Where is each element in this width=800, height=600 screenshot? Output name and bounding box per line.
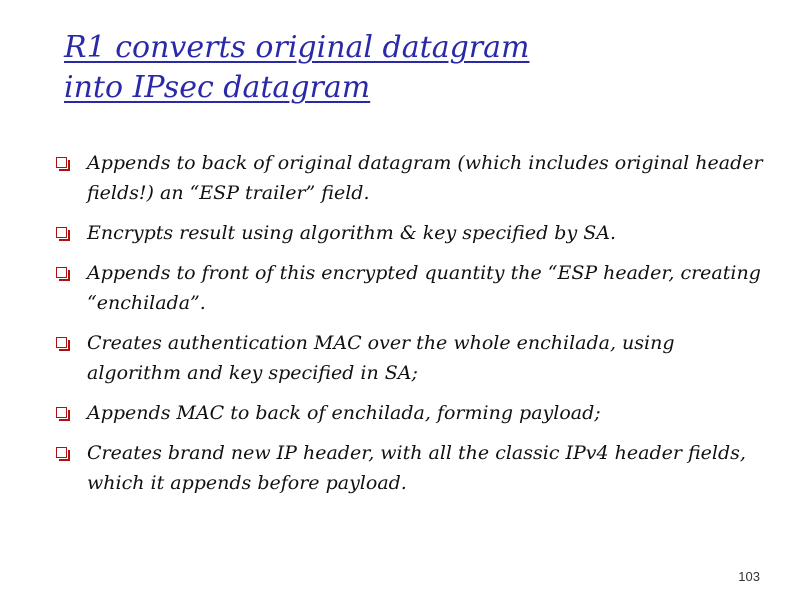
bullet-text-4: Creates authentication MAC over the whole enchilada, using algorithm and key specified in SA; [87, 332, 675, 384]
square-bullet-icon [56, 407, 67, 418]
square-bullet-icon [56, 337, 67, 348]
bullet-list [54, 148, 774, 508]
slide-title [64, 28, 764, 108]
square-bullet-icon [56, 447, 67, 458]
bullet-item-4 [54, 328, 774, 388]
square-bullet-icon [56, 227, 67, 238]
bullet-text-5: Appends MAC to back of enchilada, forming payload; [87, 402, 601, 424]
bullet-item-3 [54, 258, 774, 318]
square-bullet-icon [56, 267, 67, 278]
bullet-item-2 [54, 218, 774, 248]
bullet-text-6: Creates brand new IP header, with all the classic IPv4 header fields, which it appends before payload. [87, 442, 746, 494]
slide-title-line-1: R1 converts original datagram [64, 30, 530, 65]
bullet-item-1 [54, 148, 774, 208]
page-number: 103 [738, 569, 760, 584]
bullet-item-6 [54, 438, 774, 498]
slide-title-line-2: into IPsec datagram [64, 70, 371, 105]
bullet-text-2: Encrypts result using algorithm & key specified by SA. [87, 222, 617, 244]
bullet-item-5 [54, 398, 774, 428]
bullet-text-1: Appends to back of original datagram (which includes original header fields!) an “ESP trailer” field. [87, 152, 763, 204]
bullet-text-3: Appends to front of this encrypted quantity the “ESP header, creating “enchilada”. [87, 262, 761, 314]
square-bullet-icon [56, 157, 67, 168]
